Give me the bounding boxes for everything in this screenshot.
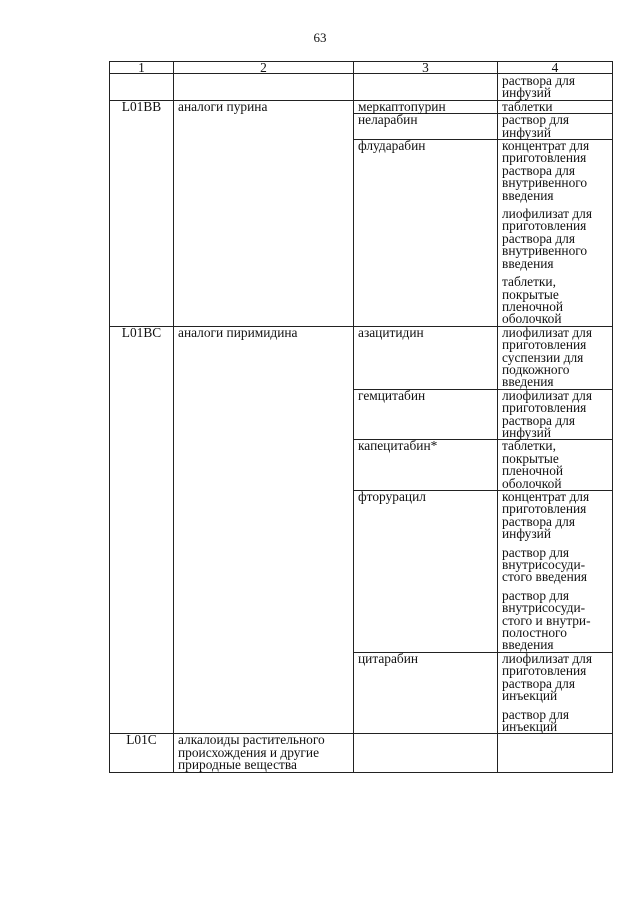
dosage-form (502, 544, 608, 585)
group-name (174, 100, 354, 326)
dosage-form-line: введения (502, 637, 554, 653)
dosage-form (502, 706, 608, 734)
dosage-form-line: раствора для (502, 513, 576, 529)
dosage-form-line: пленочной (502, 463, 564, 479)
dosage-form-line: раствор для (502, 544, 570, 560)
dosage-form-line: концентрат для (502, 138, 590, 154)
dosage-form-line: таблетки, (502, 274, 556, 290)
drug-name: цитарабин (354, 652, 498, 733)
column-header: 1 (110, 62, 174, 74)
column-header: 3 (354, 62, 498, 74)
dosage-form (502, 276, 608, 326)
dosage-form-cell (498, 140, 613, 327)
dosage-form-line: пленочной (502, 298, 564, 314)
dosage-form-line: покрытые (502, 450, 559, 466)
empty-cell (174, 74, 354, 101)
empty-cell (110, 74, 174, 101)
dosage-form-line: приготовления (502, 150, 587, 166)
dosage-form-line: введения (502, 255, 554, 271)
drug-name: гемцитабин (354, 389, 498, 440)
dosage-form-line: лиофилизат для (502, 324, 592, 340)
drug-row (110, 326, 613, 389)
column-header: 2 (174, 62, 354, 74)
dosage-form-line: таблетки (502, 98, 553, 114)
atc-code: L01BC (110, 326, 174, 734)
dosage-form-line: введения (502, 374, 554, 390)
dosage-form (502, 587, 608, 653)
dosage-form-line: лиофилизат для (502, 387, 592, 403)
drug-name: капецитабин* (354, 440, 498, 491)
dosage-form-line: приготовления (502, 218, 587, 234)
dosage-form-line: инъекций (502, 688, 558, 704)
drug-name: флударабин (354, 140, 498, 327)
dosage-form-line: покрытые (502, 286, 559, 302)
group-name (174, 326, 354, 734)
dosage-form-line: внутривенного (502, 175, 588, 191)
dosage-form-line: раствор для (502, 587, 570, 603)
dosage-form (502, 208, 608, 270)
dosage-form-line: стого и внутри- (502, 612, 591, 628)
dosage-form-line: инъекций (502, 718, 558, 734)
group-name-line: происхождения и другие (178, 744, 320, 760)
dosage-form-line: внутрисосуди- (502, 557, 586, 573)
dosage-form-cell (498, 440, 613, 491)
atc-code: L01C (110, 734, 174, 772)
dosage-form-line: раствора для (502, 412, 576, 428)
medication-table (109, 61, 613, 773)
dosage-form-line: внутривенного (502, 243, 588, 259)
group-name-line: аналоги пиримидина (178, 324, 298, 340)
group-name-line: алкалоиды растительного (178, 732, 325, 748)
drug-name: азацитидин (354, 326, 498, 389)
dosage-form-line: инфузий (502, 424, 551, 440)
table-body (110, 62, 613, 773)
dosage-form-line: приготовления (502, 400, 587, 416)
group-name-line: природные вещества (178, 757, 297, 773)
dosage-form-line: стого введения (502, 569, 588, 585)
drug-name (354, 734, 498, 772)
dosage-form (502, 650, 608, 704)
dosage-form-line: полостного (502, 625, 567, 641)
dosage-form-line: внутрисосуди- (502, 600, 586, 616)
dosage-form-line: подкожного (502, 361, 570, 377)
dosage-form-line: лиофилизат для (502, 650, 592, 666)
dosage-form-line: оболочкой (502, 311, 562, 327)
drug-name: неларабин (354, 114, 498, 140)
dosage-form-line: концентрат для (502, 489, 590, 504)
dosage-form (502, 140, 608, 202)
dosage-form-line: приготовления (502, 663, 587, 679)
dosage-form-line: инфузий (502, 85, 551, 101)
dosage-form-line: оболочкой (502, 475, 562, 491)
atc-code: L01BB (110, 100, 174, 326)
dosage-form-line: раствора для (502, 675, 576, 691)
dosage-form-cell (498, 114, 613, 140)
column-header: 4 (498, 62, 613, 74)
dosage-form-cell (498, 491, 613, 653)
dosage-form-line: суспензии для (502, 349, 584, 365)
dosage-form-line: раствора для (502, 162, 576, 178)
group-name (174, 734, 354, 772)
dosage-form (502, 324, 608, 390)
dosage-form (502, 440, 608, 490)
dosage-form-cell (498, 652, 613, 733)
dosage-form-line: таблетки, (502, 438, 556, 454)
dosage-form-line: раствора для (502, 230, 576, 246)
page-number: 63 (313, 30, 327, 45)
table-header-row (110, 62, 613, 74)
dosage-form-cell (498, 734, 613, 772)
drug-name: меркаптопурин (354, 100, 498, 113)
dosage-form-line: приготовления (502, 501, 587, 517)
dosage-form-line: раствор для (502, 706, 570, 722)
drug-name: фторурацил (354, 491, 498, 653)
dosage-form-line: лиофилизат для (502, 206, 592, 222)
dosage-form-line: инфузий (502, 124, 551, 140)
dosage-form-line: раствор для (502, 112, 570, 128)
dosage-form (502, 114, 608, 139)
dosage-form-cell (498, 326, 613, 389)
dosage-form (502, 491, 608, 541)
dosage-form-cell (498, 389, 613, 440)
dosage-form-line: приготовления (502, 337, 587, 353)
dosage-form-cell (498, 74, 613, 101)
drug-row (110, 734, 613, 772)
group-name-line: аналоги пурина (178, 98, 268, 114)
dosage-form-line: инфузий (502, 526, 551, 542)
dosage-form-line: раствора для (502, 73, 576, 88)
dosage-form-line: введения (502, 187, 554, 203)
dosage-form (502, 387, 608, 440)
continuation-row (110, 74, 613, 101)
empty-cell (354, 74, 498, 101)
